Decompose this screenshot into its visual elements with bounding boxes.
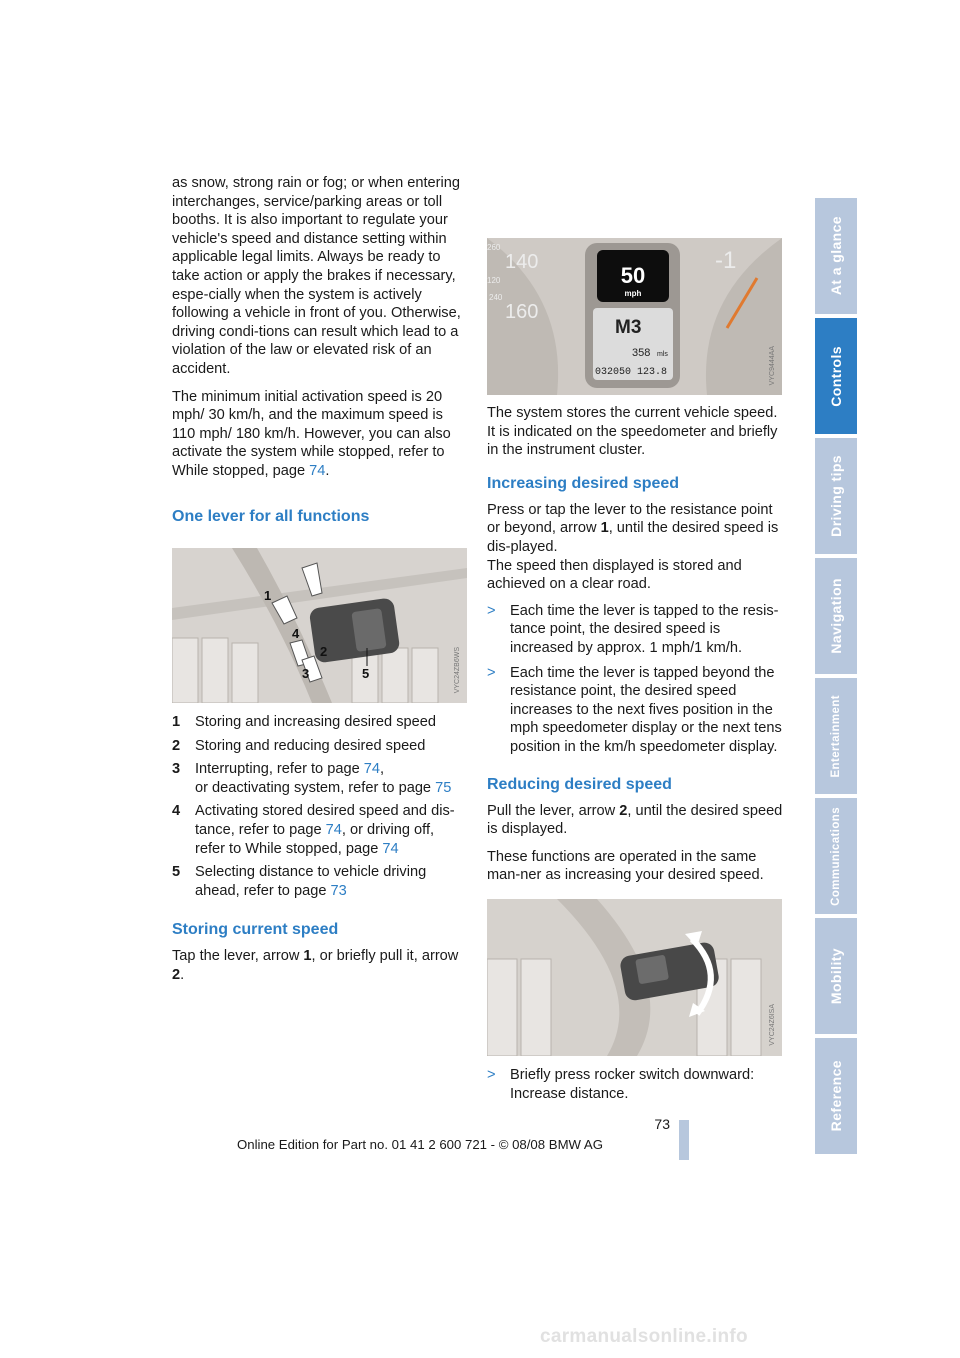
- tab-navigation[interactable]: Navigation: [815, 558, 857, 674]
- heading-increasing-speed: Increasing desired speed: [487, 474, 680, 492]
- list-item: > Each time the lever is tapped to the resis-tance point, the desired speed is increased by approx. 1 mph/1 km/h.: [487, 602, 779, 656]
- lever-function-list: [172, 713, 468, 900]
- increasing-paragraph: Press or tap the lever to the resistance point or beyond, arrow 1, until the desired speed is dis-played. The speed then displayed is stored and achieved on a clear road.: [487, 501, 779, 593]
- heading-one-lever: One lever for all functions: [172, 507, 370, 525]
- distance-switch-illustration: [487, 899, 782, 1056]
- activation-speed-paragraph: The minimum initial activation speed is 20 mph/ 30 km/h, and the maximum speed is 110 mph/ 180 km/h. However, you can also activate the system while stopped, refer to While stopped, page 74.: [172, 388, 451, 479]
- figure-code: VYC24ZB6WS: [454, 646, 461, 693]
- range-display: 358: [632, 347, 651, 359]
- footer-text: Online Edition for Part no. 01 41 2 600 721 - © 08/08 BMW AG: [237, 1137, 603, 1152]
- tab-controls[interactable]: Controls: [815, 318, 857, 434]
- list-item: > Briefly press rocker switch downward: Increase distance.: [487, 1067, 755, 1102]
- reducing-paragraph: Pull the lever, arrow 2, until the desired speed is displayed.: [487, 802, 783, 838]
- reducing-note: These functions are operated in the same man-ner as increasing your desired speed.: [487, 848, 764, 884]
- tab-communications[interactable]: Communications: [815, 798, 857, 914]
- svg-text:4: 4: [292, 626, 300, 641]
- svg-text:160: 160: [505, 301, 539, 323]
- range-unit: mls: [657, 351, 668, 358]
- svg-text:-1: -1: [715, 247, 737, 274]
- left-column-lower: [172, 713, 468, 994]
- page-link[interactable]: 73: [330, 882, 347, 899]
- svg-text:120: 120: [487, 276, 501, 285]
- cluster-drawing: [487, 238, 782, 395]
- svg-text:1: 1: [264, 588, 272, 603]
- heading-storing-speed: Storing current speed: [172, 921, 339, 939]
- gear-display: M3: [615, 317, 642, 338]
- set-speed-value: 50: [620, 263, 646, 288]
- svg-text:240: 240: [489, 293, 503, 302]
- odometer-display: 032050: [595, 367, 632, 378]
- increasing-bullet-list: [487, 602, 783, 757]
- tab-entertainment[interactable]: Entertainment: [815, 678, 857, 794]
- trip-display: 123.8: [637, 367, 668, 378]
- list-item: 1 Storing and increasing desired speed: [172, 714, 436, 730]
- lever-illustration: [172, 548, 467, 703]
- tab-at-a-glance[interactable]: At a glance: [815, 198, 857, 314]
- svg-text:140: 140: [505, 251, 539, 273]
- left-column: [172, 174, 468, 534]
- right-column: [487, 404, 783, 932]
- figure-code: VYC9444AA: [769, 345, 776, 385]
- tab-driving-tips[interactable]: Driving tips: [815, 438, 857, 554]
- page-link[interactable]: 74: [382, 840, 399, 857]
- svg-text:2: 2: [320, 644, 328, 659]
- list-item: 4 Activating stored desired speed and dis-tance, refer to page 74, or driving off, refer to While stopped, page 74: [172, 803, 455, 857]
- heading-reducing-speed: Reducing desired speed: [487, 775, 672, 793]
- chapter-tabs: [815, 198, 857, 1158]
- list-item: 2 Storing and reducing desired speed: [172, 737, 426, 754]
- tab-reference[interactable]: Reference: [815, 1038, 857, 1154]
- page-link[interactable]: 74: [363, 761, 380, 778]
- svg-text:3: 3: [302, 666, 310, 681]
- svg-text:260: 260: [487, 243, 501, 252]
- lever-drawing: [172, 548, 467, 703]
- tab-mobility[interactable]: Mobility: [815, 918, 857, 1034]
- stores-paragraph: The system stores the current vehicle speed. It is indicated on the speedometer and briefly in the instrument cluster.: [487, 405, 778, 459]
- svg-text:5: 5: [362, 666, 370, 681]
- set-speed-unit: mph: [624, 289, 642, 298]
- distance-drawing: [487, 899, 782, 1056]
- storing-paragraph: Tap the lever, arrow 1, or briefly pull it, arrow 2.: [172, 948, 459, 983]
- page-marker: [679, 1120, 689, 1160]
- instrument-cluster-illustration: [487, 238, 782, 395]
- watermark: carmanualsonline.info: [540, 1326, 748, 1347]
- list-item: > Each time the lever is tapped beyond the resistance point, the desired speed increases to the next fives position in the mph speedometer display or the next tens position in the km/h speedometer display.: [487, 664, 782, 755]
- list-item: 5 Selecting distance to vehicle driving ahead, refer to page 73: [172, 864, 427, 899]
- intro-paragraph: as snow, strong rain or fog; or when entering interchanges, service/parking areas or toll booths. It is also important to regulate your vehicle's speed and distance setting within applicable legal limits. Always be ready to take action or apply the brakes if necessary, espe-cially when the system is actively following a vehicle in front of you. Otherwise, driving condi-tions can result which lead to a violation of the law or elevated risk of an accident.: [172, 175, 461, 377]
- list-item: 3 Interrupting, refer to page 74, or deactivating system, refer to page 75: [172, 761, 452, 796]
- page-link[interactable]: 74: [309, 462, 326, 479]
- page-link[interactable]: 74: [325, 821, 342, 838]
- figure-code: VYC24Z6ISA: [769, 1004, 776, 1046]
- right-column-lower: [487, 1066, 783, 1109]
- page-number: 73: [654, 1116, 670, 1132]
- page-link[interactable]: 75: [435, 779, 452, 796]
